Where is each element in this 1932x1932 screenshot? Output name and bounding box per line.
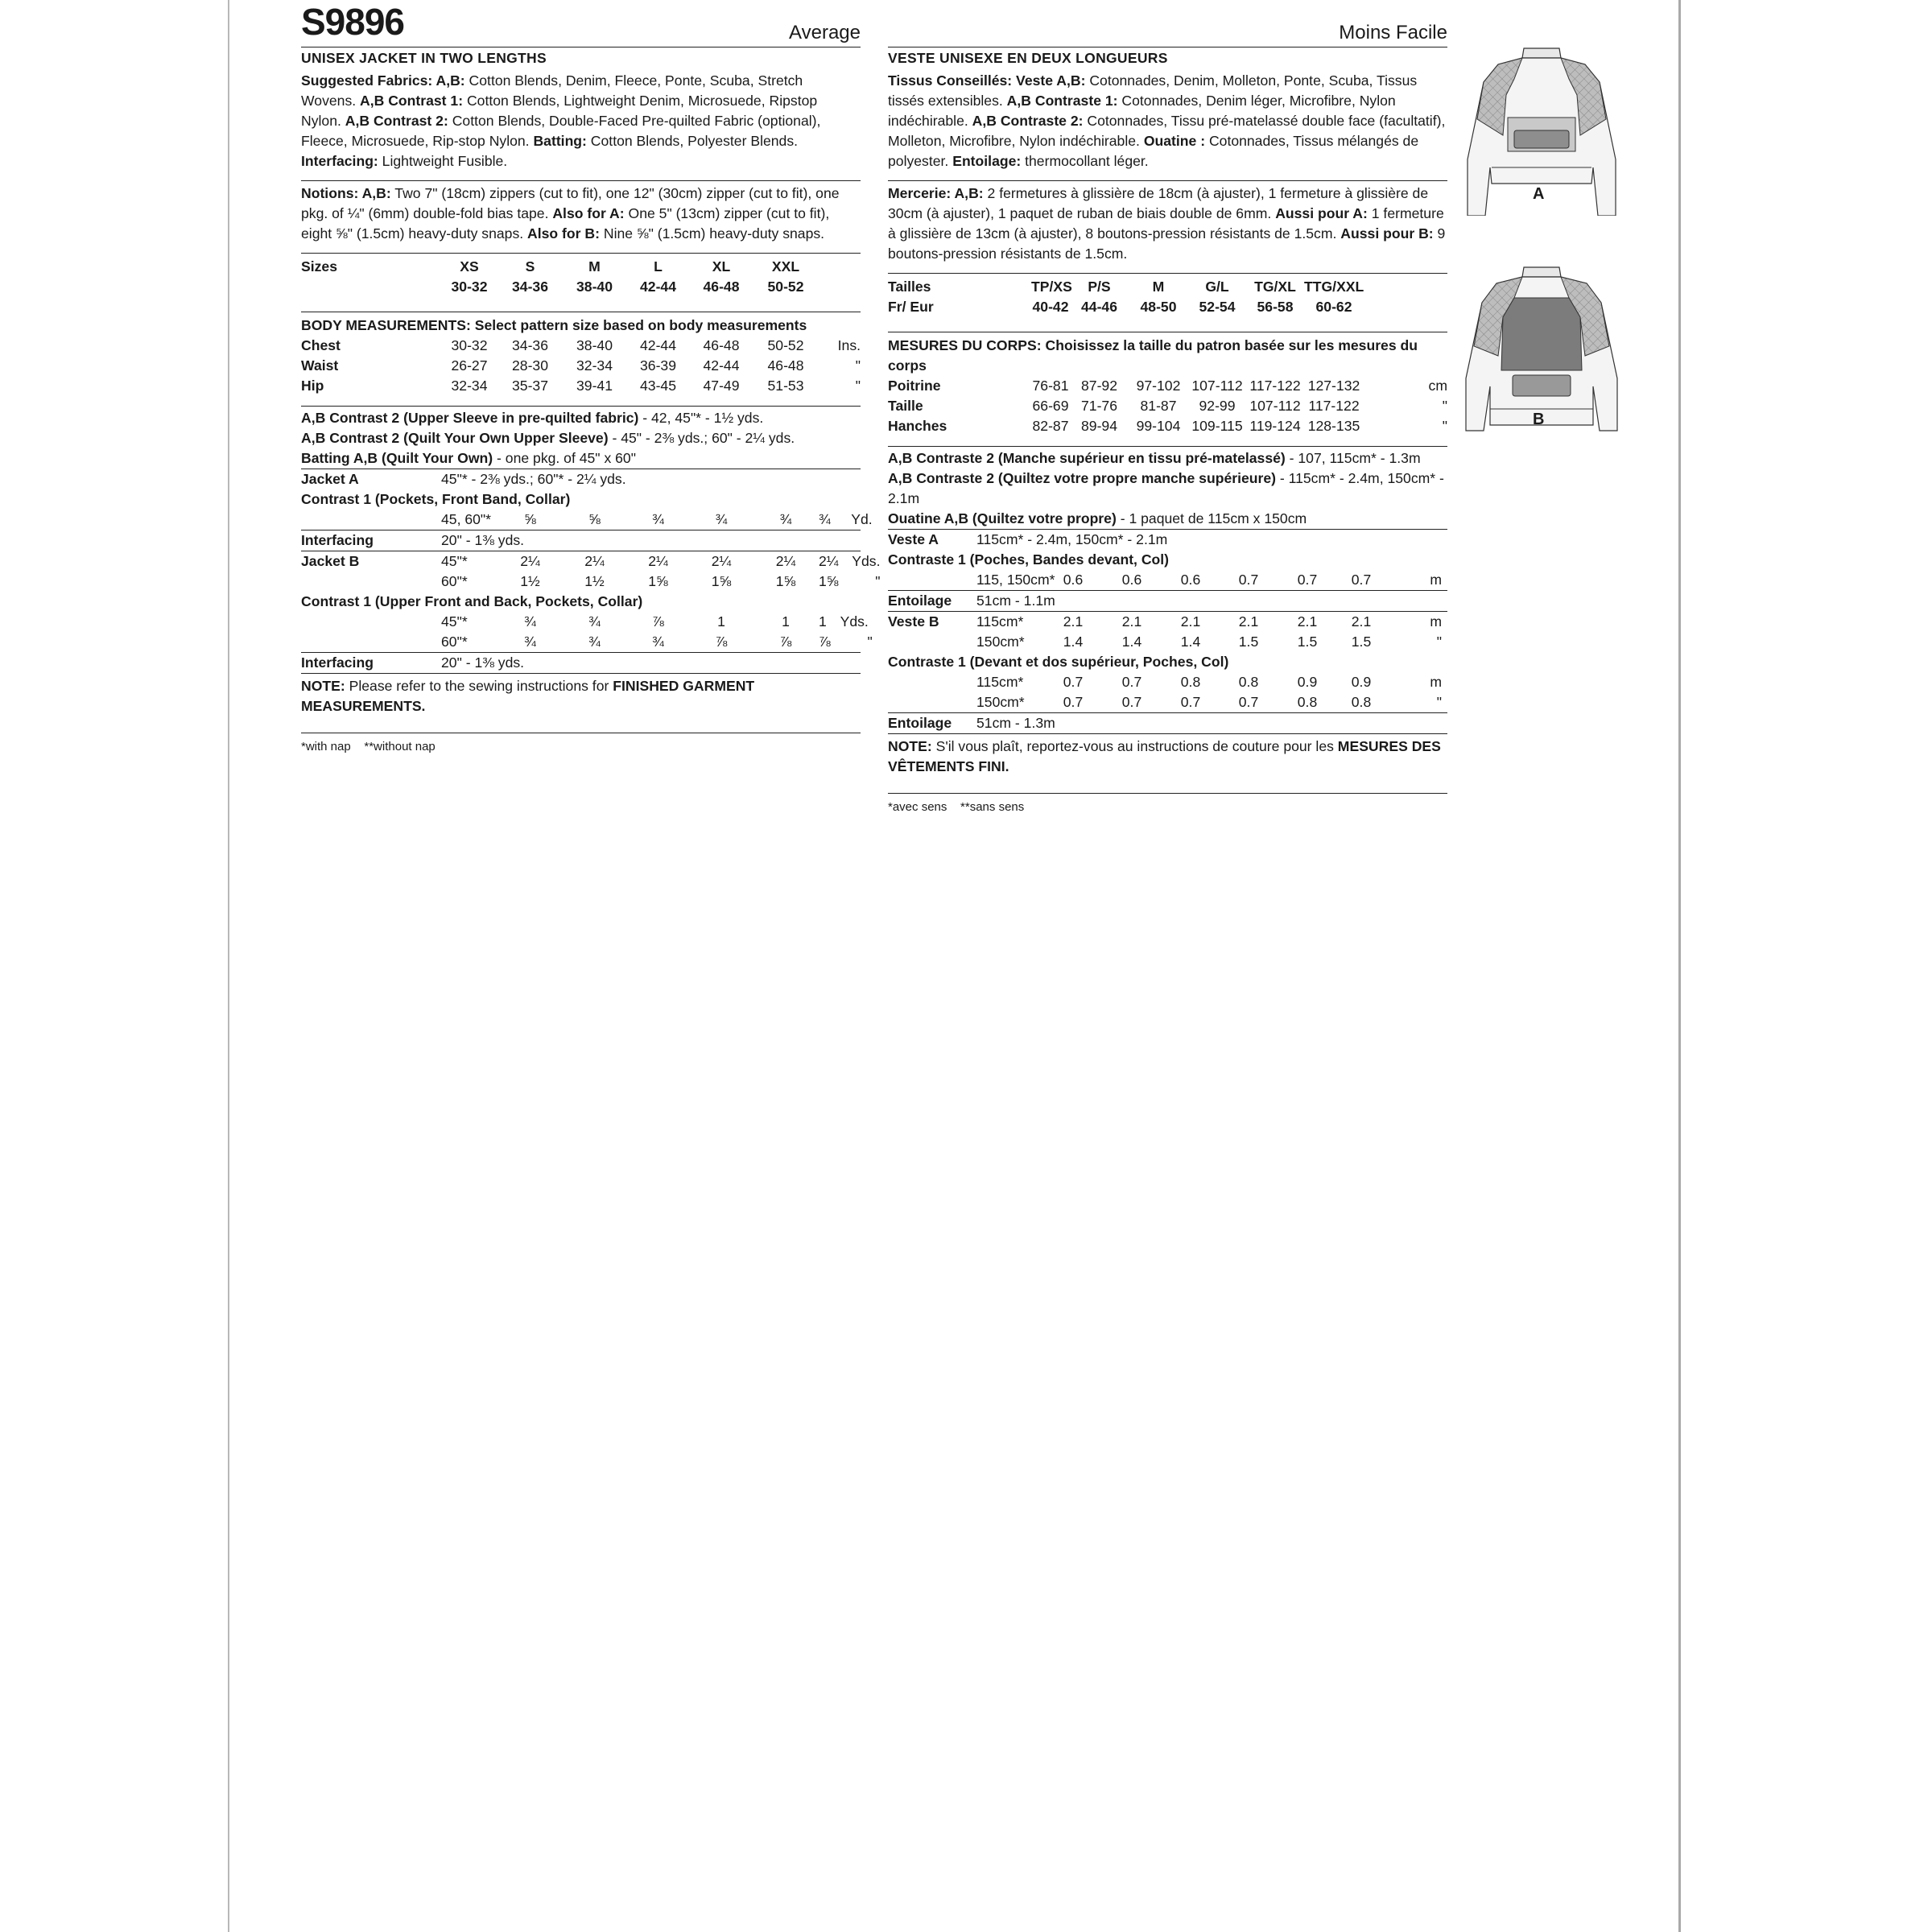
yardage-value: 0.7 — [1238, 572, 1259, 588]
interfacing-a-row — [888, 591, 1447, 611]
yardage-value: ¾ — [588, 634, 601, 650]
yardage-value: 2.1 — [1351, 613, 1372, 630]
interfacing-label: Interfacing — [301, 654, 374, 671]
measurement-value: 71-76 — [1081, 398, 1117, 414]
yardage-value: 0.7 — [1063, 674, 1084, 690]
fabrics-paragraph — [301, 68, 861, 180]
sizes-label: Sizes — [301, 258, 337, 275]
inline-text: 2 fermetures à glissière de 18cm (à ajuster), 1 fermeture à glissière de 30cm (à ajuster), 1 paquet de ruban de biais double de 6mm. — [888, 185, 1429, 221]
sizes-table — [301, 254, 861, 312]
yardage-value: 0.7 — [1238, 694, 1259, 710]
inline-label: A,B Contraste 2: — [972, 113, 1084, 129]
yardage-value: 2.1 — [1180, 613, 1201, 630]
inline-text: 1 fermeture à glissière de 13cm (à ajuster), 8 boutons-pression résistants de 1.5cm. — [888, 205, 1444, 242]
yardage-value: 2¼ — [711, 553, 732, 569]
yardage-value: 0.9 — [1351, 674, 1372, 690]
interfacing-label: Entoilage — [888, 715, 952, 731]
note-emphasis: FINISHED GARMENT MEASUREMENTS. — [301, 678, 755, 714]
english-column — [301, 0, 881, 757]
yardage-value: ⅞ — [652, 613, 664, 630]
inline-text: 9 boutons-pression résistants de 1.5cm. — [888, 225, 1446, 262]
yardage-value: 0.8 — [1238, 674, 1259, 690]
yardage-line — [301, 408, 861, 428]
size-number: 60-62 — [1315, 299, 1352, 315]
yardage-value: 2¼ — [648, 553, 668, 569]
yardage-value: 1.5 — [1297, 634, 1318, 650]
yardage-value: 2¼ — [584, 553, 605, 569]
yardage-value: 0.8 — [1180, 674, 1201, 690]
yardage-value: 2.1 — [1121, 613, 1142, 630]
yardage-line-text: - 107, 115cm* - 1.3m — [1285, 450, 1421, 466]
contrast1-b-title: Contraste 1 (Devant et dos supérieur, Poches, Col) — [888, 654, 1229, 670]
jacket-a-yardage: 45"* - 2⅜ yds.; 60"* - 2¼ yds. — [441, 471, 626, 487]
inline-label: Aussi pour B: — [1340, 225, 1434, 242]
yardage-line — [888, 509, 1447, 529]
yardage-value: 1.5 — [1238, 634, 1259, 650]
inline-label: A,B Contraste 1: — [1006, 93, 1118, 109]
inline-text: Cotton Blends, Polyester Blends. — [586, 133, 799, 149]
yardage-value: 2.1 — [1297, 613, 1318, 630]
measurement-value: 81-87 — [1140, 398, 1177, 414]
inline-label: Mercerie: A,B: — [888, 185, 984, 201]
measurement-unit: " — [855, 378, 861, 394]
measurement-label: Poitrine — [888, 378, 941, 394]
notions-paragraph — [888, 181, 1447, 273]
yardage-line — [301, 428, 861, 448]
yardage-value: ⅝ — [524, 511, 536, 527]
yardage-value: 2¼ — [775, 553, 796, 569]
yardage-line — [888, 448, 1447, 469]
yardage-value: ¾ — [652, 634, 664, 650]
size-header: P/S — [1088, 279, 1111, 295]
inline-label: Interfacing: — [301, 153, 378, 169]
yardage-value: 0.7 — [1121, 674, 1142, 690]
size-number: 52-54 — [1199, 299, 1236, 315]
measurement-value: 46-48 — [703, 337, 740, 353]
yardage-value: 0.7 — [1063, 694, 1084, 710]
body-measurements — [888, 332, 1447, 446]
yardage-line-text: - one pkg. of 45" x 60" — [493, 450, 636, 466]
footnote: *avec sens **sans sens — [888, 800, 1025, 814]
fabric-width: 60"* — [441, 634, 468, 650]
yardage-value: 1.5 — [1351, 634, 1372, 650]
size-number: 56-58 — [1257, 299, 1294, 315]
size-header: XL — [712, 258, 731, 275]
yardage-value-unit — [819, 510, 873, 530]
note-text: Please refer to the sewing instructions for — [345, 678, 613, 694]
unit: " — [1436, 694, 1442, 710]
yardage-value: 0.6 — [1063, 572, 1084, 588]
unit: " — [867, 634, 873, 650]
yardage-value: ¾ — [819, 511, 831, 527]
inline-label: Aussi pour A: — [1275, 205, 1368, 221]
yardage-line-text: - 45" - 2⅜ yds.; 60" - 2¼ yds. — [608, 430, 795, 446]
yardage-lines — [888, 447, 1447, 529]
yardage-value: 1⅝ — [648, 573, 668, 589]
yardage-line — [301, 448, 861, 469]
inline-text: Cotonnades, Denim, Molleton, Ponte, Scuba, Tissus tissés extensibles. — [888, 72, 1418, 109]
measurement-unit: " — [1442, 398, 1447, 414]
measurement-unit: " — [1442, 418, 1447, 434]
yardage-line-text: - 1 paquet de 115cm x 150cm — [1116, 510, 1307, 526]
size-header: G/L — [1205, 279, 1229, 295]
measurement-unit: Ins. — [837, 337, 861, 353]
unit: m — [1430, 572, 1442, 588]
yardage-value: 1½ — [520, 573, 540, 589]
measurement-label: Hanches — [888, 418, 947, 434]
size-number: 40-42 — [1032, 299, 1069, 315]
jacket-b-illustration — [1461, 266, 1622, 439]
measurement-value: 97-102 — [1136, 378, 1181, 394]
measurement-label: Hip — [301, 378, 324, 394]
size-number: 42-44 — [640, 279, 676, 295]
jacket-b-label: Jacket B — [301, 553, 360, 569]
jacket-a-label: A — [1533, 185, 1545, 203]
jacket-a-table — [301, 469, 873, 530]
inline-text: Cotonnades, Tissu pré-matelassé double face (facultatif), Molleton, Microfibre, Nylon indéchirable. — [888, 113, 1446, 149]
measurement-value: 43-45 — [640, 378, 676, 394]
yardage-value: ¾ — [588, 613, 601, 630]
yardage-line-text: - 115cm* - 2.4m, 150cm* - 2.1m — [888, 470, 1444, 506]
interfacing-b-row — [301, 653, 861, 673]
yardage-value: 1⅝ — [711, 573, 732, 589]
measurement-value: 50-52 — [767, 337, 804, 353]
yardage-value: 2¼ — [819, 553, 839, 569]
unit: m — [1430, 674, 1442, 690]
measurement-label: Taille — [888, 398, 923, 414]
inline-text: Cotton Blends, Double-Faced Pre-quilted Fabric (optional), Fleece, Microsuede, Rip-stop Nylon. — [301, 113, 821, 149]
inline-label: A,B Contrast 1: — [360, 93, 464, 109]
size-number: 34-36 — [512, 279, 548, 295]
garment-title: VESTE UNISEXE EN DEUX LONGUEURS — [888, 50, 1168, 66]
yardage-value: 0.6 — [1121, 572, 1142, 588]
yardage-line-text: - 42, 45"* - 1½ yds. — [638, 410, 764, 426]
yardage-value: ¾ — [524, 613, 536, 630]
note-text: S'il vous plaît, reportez-vous au instructions de couture pour les — [931, 738, 1338, 754]
yardage-value: 0.7 — [1351, 572, 1372, 588]
measurement-value: 89-94 — [1081, 418, 1117, 434]
measurement-value: 28-30 — [512, 357, 548, 374]
measurement-value: 51-53 — [767, 378, 804, 394]
note-emphasis: MESURES DES VÊTEMENTS FINI. — [888, 738, 1441, 774]
inline-text: Lightweight Fusible. — [378, 153, 508, 169]
french-column — [888, 0, 1447, 817]
fabric-width: 150cm* — [976, 634, 1025, 650]
size-header: TG/XL — [1254, 279, 1296, 295]
measurement-value: 76-81 — [1032, 378, 1069, 394]
fabric-width: 45"* — [441, 553, 468, 569]
inline-text: One 5" (13cm) zipper (cut to fit), eight ⅝" (1.5cm) heavy-duty snaps. — [301, 205, 830, 242]
measurement-value: 107-112 — [1191, 378, 1243, 394]
unit: Yds. — [852, 553, 881, 569]
yardage-line-label: A,B Contraste 2 (Manche supérieur en tissu pré-matelassé) — [888, 450, 1286, 466]
notions-paragraph — [301, 181, 861, 253]
yardage-value: 0.7 — [1180, 694, 1201, 710]
measurement-value: 36-39 — [640, 357, 676, 374]
measurement-value: 128-135 — [1307, 418, 1360, 434]
inline-label: Suggested Fabrics: A,B: — [301, 72, 465, 89]
size-number: 30-32 — [451, 279, 488, 295]
contrast1-a-title: Contrast 1 (Pockets, Front Band, Collar) — [301, 491, 571, 507]
yardage-value: ¾ — [715, 511, 728, 527]
inline-label: Batting: — [533, 133, 587, 149]
header — [888, 0, 1447, 47]
yardage-value: ⅞ — [819, 634, 831, 650]
measurement-value: 107-112 — [1249, 398, 1301, 414]
size-header: XS — [460, 258, 479, 275]
jacket-a-illustration — [1461, 47, 1622, 208]
size-number: 38-40 — [576, 279, 613, 295]
sheet-edge-left — [228, 0, 229, 1932]
interfacing-b-yardage: 51cm - 1.3m — [976, 715, 1055, 731]
sizes-table — [888, 274, 1447, 332]
measurement-value: 35-37 — [512, 378, 548, 394]
yardage-value: 0.8 — [1297, 694, 1318, 710]
inline-text: Cotonnades, Tissus mélangés de polyester. — [888, 133, 1419, 169]
jacket-b-label: B — [1533, 411, 1545, 428]
contrast1-a-width: 45, 60"* — [441, 511, 492, 527]
unit: m — [1430, 613, 1442, 630]
body-measurements-table — [301, 336, 861, 396]
header — [301, 0, 861, 47]
measurement-value: 117-122 — [1308, 398, 1360, 414]
interfacing-b-yardage: 20" - 1⅜ yds. — [441, 654, 525, 671]
measurement-value: 47-49 — [703, 378, 740, 394]
difficulty-level: Average — [789, 22, 861, 43]
yardage-lines — [301, 407, 861, 469]
footnote: *with nap **without nap — [301, 740, 436, 753]
note-label: NOTE: — [301, 678, 345, 694]
inline-text: Cotton Blends, Lightweight Denim, Microsuede, Ripstop Nylon. — [301, 93, 818, 129]
size-header: TP/XS — [1031, 279, 1072, 295]
garment-title: UNISEX JACKET IN TWO LENGTHS — [301, 50, 547, 66]
measurement-value: 82-87 — [1032, 418, 1069, 434]
inline-label: Notions: A,B: — [301, 185, 391, 201]
fabric-width: 150cm* — [976, 694, 1025, 710]
yardage-line-label: Ouatine A,B (Quiltez votre propre) — [888, 510, 1117, 526]
measurement-value: 127-132 — [1307, 378, 1360, 394]
yardage-line-label: A,B Contrast 2 (Quilt Your Own Upper Sleeve) — [301, 430, 609, 446]
yardage-line-label: A,B Contrast 2 (Upper Sleeve in pre-quilted fabric) — [301, 410, 639, 426]
measurement-value: 42-44 — [703, 357, 740, 374]
body-measurements-title: MESURES DU CORPS: Choisissez la taille du patron basée sur les mesures du corps — [888, 337, 1418, 374]
fabric-width: 45"* — [441, 613, 468, 630]
yardage-value: 2.1 — [1238, 613, 1259, 630]
size-header: M — [1152, 279, 1165, 295]
measurement-value: 119-124 — [1249, 418, 1301, 434]
yardage-value: 0.9 — [1297, 674, 1318, 690]
size-header: XXL — [771, 258, 800, 275]
interfacing-a-yardage: 51cm - 1.1m — [976, 592, 1055, 609]
yardage-value: 1⅝ — [775, 573, 796, 589]
inline-label: A,B Contrast 2: — [345, 113, 448, 129]
inline-text: Nine ⅝" (1.5cm) heavy-duty snaps. — [599, 225, 825, 242]
jacket-a-label: Veste A — [888, 531, 939, 547]
fabric-width: 115cm* — [976, 674, 1024, 690]
fabric-width: 115cm* — [976, 613, 1024, 630]
measurement-value: 32-34 — [451, 378, 488, 394]
yardage-value: 1½ — [584, 573, 605, 589]
measurement-label: Chest — [301, 337, 341, 353]
measurement-value: 32-34 — [576, 357, 613, 374]
contrast1-b-title: Contrast 1 (Upper Front and Back, Pockets, Collar) — [301, 593, 643, 609]
fabrics-paragraph — [888, 68, 1447, 180]
yardage-value: 0.6 — [1180, 572, 1201, 588]
measurement-label: Waist — [301, 357, 339, 374]
interfacing-a-yardage: 20" - 1⅜ yds. — [441, 532, 525, 548]
jacket-b-table — [301, 551, 881, 652]
fabric-width: 60"* — [441, 573, 468, 589]
inline-text: Cotton Blends, Denim, Fleece, Ponte, Scuba, Stretch Wovens. — [301, 72, 803, 109]
yardage-value: 0.7 — [1121, 694, 1142, 710]
interfacing-a-row — [301, 530, 861, 551]
size-number: 50-52 — [767, 279, 804, 295]
note — [301, 674, 861, 733]
note-label: NOTE: — [888, 738, 932, 754]
yardage-line — [888, 469, 1447, 509]
yardage-value: ⅝ — [588, 511, 601, 527]
inline-text: Cotonnades, Denim léger, Microfibre, Nylon indéchirable. — [888, 93, 1396, 129]
unit: " — [875, 573, 881, 589]
inline-text: thermocollant léger. — [1021, 153, 1149, 169]
sizes-label-eur: Fr/ Eur — [888, 299, 934, 315]
measurement-value: 109-115 — [1191, 418, 1243, 434]
measurement-value: 117-122 — [1249, 378, 1301, 394]
difficulty-level: Moins Facile — [1339, 22, 1447, 43]
measurement-unit: cm — [1428, 378, 1447, 394]
inline-label: Tissus Conseillés: Veste A,B: — [888, 72, 1086, 89]
yardage-value: ⅞ — [715, 634, 728, 650]
jacket-a-label: Jacket A — [301, 471, 359, 487]
sizes-label: Tailles — [888, 279, 931, 295]
jacket-a-yardage: 115cm* - 2.4m, 150cm* - 2.1m — [976, 531, 1168, 547]
jacket-b-label: Veste B — [888, 613, 939, 630]
unit: Yds. — [840, 613, 869, 630]
pattern-code: S9896 — [301, 1, 405, 43]
unit: Yd. — [851, 511, 873, 527]
measurement-value: 66-69 — [1032, 398, 1069, 414]
size-header: S — [525, 258, 535, 275]
measurement-value: 30-32 — [451, 337, 488, 353]
measurement-value: 87-92 — [1081, 378, 1117, 394]
size-header: TTG/XXL — [1304, 279, 1364, 295]
size-number: 46-48 — [703, 279, 740, 295]
yardage-value: 2¼ — [520, 553, 540, 569]
yardage-value: ¾ — [652, 511, 664, 527]
measurement-value: 92-99 — [1199, 398, 1236, 414]
size-number: 44-46 — [1081, 299, 1117, 315]
yardage-value: 1 — [819, 613, 827, 630]
yardage-line-label: Batting A,B (Quilt Your Own) — [301, 450, 493, 466]
yardage-value: 1.4 — [1063, 634, 1084, 650]
yardage-value: 0.8 — [1351, 694, 1372, 710]
interfacing-label: Entoilage — [888, 592, 952, 609]
yardage-value: 0.7 — [1297, 572, 1318, 588]
measurement-value: 38-40 — [576, 337, 613, 353]
inline-label: Ouatine : — [1143, 133, 1206, 149]
body-measurements-table — [888, 376, 1447, 436]
measurement-unit: " — [855, 357, 861, 374]
yardage-line-label: A,B Contraste 2 (Quiltez votre propre manche supérieure) — [888, 470, 1276, 486]
inline-label: Also for A: — [552, 205, 625, 221]
yardage-value: 1.4 — [1180, 634, 1201, 650]
measurement-value: 34-36 — [512, 337, 548, 353]
body-measurements — [301, 312, 861, 406]
jacket-a-table — [888, 530, 1447, 590]
jacket-b-table — [888, 612, 1447, 712]
contrast1-a-title: Contraste 1 (Poches, Bandes devant, Col) — [888, 551, 1170, 568]
yardage-value: 1 — [717, 613, 725, 630]
yardage-value: ¾ — [524, 634, 536, 650]
measurement-value: 99-104 — [1136, 418, 1181, 434]
yardage-value: ⅞ — [779, 634, 792, 650]
note — [888, 734, 1447, 793]
measurement-value: 46-48 — [767, 357, 804, 374]
contrast1-a-width: 115, 150cm* — [976, 572, 1055, 588]
measurement-value: 39-41 — [576, 378, 613, 394]
interfacing-label: Interfacing — [301, 532, 374, 548]
interfacing-b-row — [888, 713, 1447, 733]
size-header: M — [588, 258, 601, 275]
sheet-edge-right — [1678, 0, 1681, 1932]
inline-label: Entoilage: — [952, 153, 1022, 169]
inline-text: Two 7" (18cm) zippers (cut to fit), one 12" (30cm) zipper (cut to fit), one pkg. of ¼" (6mm) double-fold bias tape. — [301, 185, 840, 221]
yardage-value: 1⅝ — [819, 573, 839, 589]
inline-label: Also for B: — [527, 225, 600, 242]
size-number: 48-50 — [1140, 299, 1177, 315]
yardage-value: 1 — [782, 613, 790, 630]
yardage-value: ¾ — [779, 511, 792, 527]
measurement-value: 26-27 — [451, 357, 488, 374]
measurement-value: 42-44 — [640, 337, 676, 353]
yardage-value: 2.1 — [1063, 613, 1084, 630]
size-header: L — [654, 258, 663, 275]
unit: " — [1436, 634, 1442, 650]
body-measurements-title: BODY MEASUREMENTS: Select pattern size based on body measurements — [301, 317, 807, 333]
yardage-value: 1.4 — [1121, 634, 1142, 650]
